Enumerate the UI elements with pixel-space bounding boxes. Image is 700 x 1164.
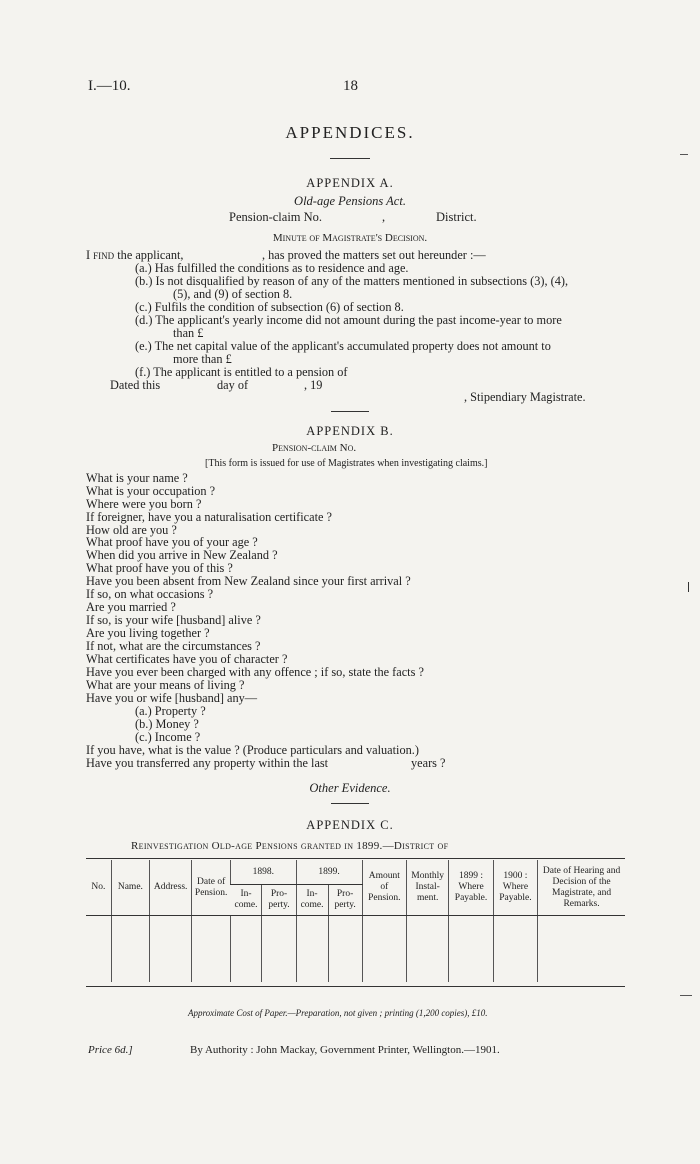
question-10: Are you married ? [86, 600, 176, 614]
pension-claim-label: Pension-claim No. [229, 210, 323, 224]
transfer-question-tail: years ? [411, 756, 446, 770]
table-cell [150, 916, 192, 982]
table-cell [362, 916, 406, 982]
intro-line-tail: , has proved the matters set out hereunder :— [262, 248, 486, 262]
col-1899: 1899. [296, 860, 362, 885]
condition-d-cont: than £ [173, 326, 204, 340]
other-evidence: Other Evidence. [309, 781, 391, 795]
question-1: What is your occupation ? [86, 484, 216, 498]
table-cell [231, 916, 262, 982]
year-nineteen: , 19 [304, 378, 323, 392]
sub-question-money: (b.) Money ? [135, 717, 199, 731]
question-15: Have you ever been charged with any offence ; if so, state the facts ? [86, 665, 424, 679]
question-8: Have you been absent from New Zealand since your first arrival ? [86, 574, 411, 588]
act-name: Old-age Pensions Act. [294, 194, 406, 208]
table-header-row [86, 860, 625, 885]
page-title: APPENDICES. [285, 123, 415, 142]
value-question: If you have, what is the value ? (Produce particulars and valuation.) [86, 743, 419, 757]
appendix-b-heading: APPENDIX B. [306, 424, 394, 438]
col-address: Address. [150, 860, 192, 916]
col-1898-property: Pro-perty. [262, 885, 296, 916]
appendix-c-heading: APPENDIX C. [306, 818, 394, 832]
question-17: Have you or wife [husband] any— [86, 691, 258, 705]
table-cell [111, 916, 149, 982]
condition-b-cont: (5), and (9) of section 8. [173, 287, 293, 301]
table-blank-row [86, 916, 625, 982]
condition-a: (a.) Has fulfilled the conditions as to residence and age. [135, 261, 409, 275]
question-9: If so, on what occasions ? [86, 587, 214, 601]
col-date: Date of Pension. [192, 860, 231, 916]
question-6: When did you arrive in New Zealand ? [86, 548, 278, 562]
question-0: What is your name ? [86, 471, 188, 485]
table-cell [86, 916, 111, 982]
table-cell [449, 916, 493, 982]
printer-authority: By Authority : John Mackay, Government Printer, Wellington.—1901. [190, 1044, 500, 1056]
scan-mark [680, 995, 692, 996]
claim-comma: , [382, 210, 386, 224]
scan-mark [688, 582, 689, 592]
condition-f: (f.) The applicant is entitled to a pension of [135, 365, 348, 379]
sub-question-income: (c.) Income ? [135, 730, 201, 744]
intro-applicant: the applicant, [117, 248, 184, 262]
table-top-rule [86, 858, 625, 859]
magistrate-signature: , Stipendiary Magistrate. [464, 390, 586, 404]
col-1899-property: Pro-perty. [328, 885, 362, 916]
col-amount: Amount of Pension. [362, 860, 406, 916]
col-name: Name. [111, 860, 149, 916]
table-cell [407, 916, 449, 982]
condition-c: (c.) Fulfils the condition of subsection (6) of section 8. [135, 300, 404, 314]
table-cell [328, 916, 362, 982]
table-cell [262, 916, 296, 982]
appendix-b-note: [This form is issued for use of Magistrates when investigating claims.] [205, 458, 488, 469]
appendix-a-heading: APPENDIX A. [306, 176, 394, 190]
table-cell [493, 916, 537, 982]
table-cell [538, 916, 625, 982]
question-14: What certificates have you of character ? [86, 652, 288, 666]
question-12: Are you living together ? [86, 626, 210, 640]
col-no: No. [86, 860, 111, 916]
question-13: If not, what are the circumstances ? [86, 639, 261, 653]
intro-find: I find [86, 248, 115, 262]
document-reference: I.—10. [88, 78, 131, 94]
col-1898-income: In-come. [231, 885, 262, 916]
question-5: What proof have you of your age ? [86, 535, 258, 549]
col-payable-1900: 1900 : Where Payable. [493, 860, 537, 916]
question-11: If so, is your wife [husband] alive ? [86, 613, 261, 627]
condition-b: (b.) Is not disqualified by reason of any of the matters mentioned in subsections (3), (4), [135, 274, 569, 288]
condition-d: (d.) The applicant's yearly income did not amount during the past income-year to more [135, 313, 562, 327]
scan-mark [680, 154, 688, 155]
col-payable-1899: 1899 : Where Payable. [449, 860, 493, 916]
question-4: How old are you ? [86, 523, 177, 537]
minute-heading: Minute of Magistrate's Decision. [272, 232, 428, 244]
section-rule-b [331, 803, 369, 804]
table-cell [192, 916, 231, 982]
title-rule [330, 158, 370, 159]
appendix-b-claim: Pension-claim No. [272, 442, 357, 454]
condition-e: (e.) The net capital value of the applicant's accumulated property does not amount to [135, 339, 551, 353]
sub-question-property: (a.) Property ? [135, 704, 206, 718]
reinvestigation-table [86, 860, 625, 982]
table-bottom-rule [86, 986, 625, 987]
price-label: Price 6d.] [88, 1044, 133, 1056]
cost-of-paper: Approximate Cost of Paper.—Preparation, not given ; printing (1,200 copies), £10. [188, 1008, 488, 1018]
question-16: What are your means of living ? [86, 678, 245, 692]
condition-e-cont: more than £ [173, 352, 232, 366]
col-1898: 1898. [231, 860, 297, 885]
col-monthly: Monthly Instal-ment. [407, 860, 449, 916]
district-label: District. [436, 210, 477, 224]
transfer-question: Have you transferred any property within the last [86, 756, 329, 770]
question-3: If foreigner, have you a naturalisation certificate ? [86, 510, 333, 524]
question-7: What proof have you of this ? [86, 561, 233, 575]
appendix-c-subtitle: Reinvestigation Old-age Pensions granted in 1899.—District of [131, 840, 449, 852]
day-of: day of [217, 378, 249, 392]
col-1899-income: In-come. [296, 885, 328, 916]
dated-this: Dated this [110, 378, 161, 392]
col-hearing: Date of Hearing and Decision of the Magistrate, and Remarks. [538, 860, 625, 916]
section-rule-a [331, 411, 369, 412]
question-2: Where were you born ? [86, 497, 202, 511]
table-cell [296, 916, 328, 982]
page-number: 18 [343, 78, 358, 94]
